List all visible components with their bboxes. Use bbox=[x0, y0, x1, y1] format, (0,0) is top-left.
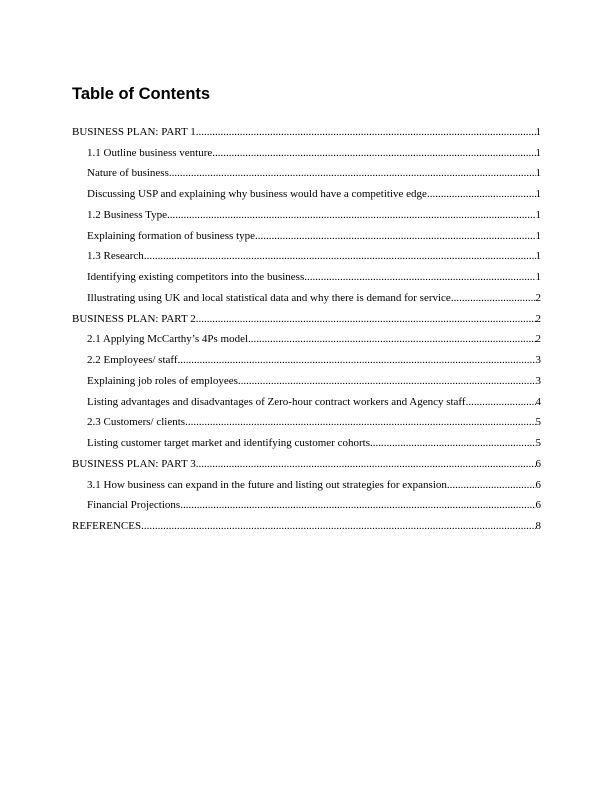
toc-entry-label: Illustrating using UK and local statistical data and why there is demand for service bbox=[87, 291, 451, 304]
toc-entry[interactable] bbox=[0, 511, 541, 532]
dot-leader bbox=[169, 167, 536, 179]
toc-entry-page-number: 1 bbox=[535, 125, 541, 138]
toc-entry[interactable] bbox=[0, 117, 541, 138]
toc-entry[interactable] bbox=[0, 159, 541, 180]
dot-leader bbox=[447, 479, 536, 491]
dot-leader bbox=[466, 396, 536, 408]
toc-entry-label: Listing customer target market and identifying customer cohorts bbox=[87, 437, 370, 449]
toc-entry-page-number: 3 bbox=[535, 374, 541, 387]
toc-entry-page-number: 1 bbox=[535, 271, 541, 283]
toc-entry-page-number: 1 bbox=[535, 208, 541, 221]
dot-leader bbox=[370, 437, 536, 449]
toc-entry-page-number: 2 bbox=[535, 312, 541, 325]
dot-leader bbox=[196, 313, 536, 325]
toc-entry-page-number: 1 bbox=[535, 188, 541, 200]
toc-entry-label: BUSINESS PLAN: PART 3 bbox=[72, 457, 196, 470]
dot-leader bbox=[178, 354, 536, 366]
toc-entry-label: 1.1 Outline business venture bbox=[87, 146, 213, 159]
toc-entry-label: Explaining job roles of employees bbox=[87, 374, 238, 387]
toc-entry-page-number: 2 bbox=[535, 291, 541, 304]
dot-leader bbox=[185, 416, 535, 428]
dot-leader bbox=[180, 499, 535, 511]
toc-entry[interactable] bbox=[0, 345, 541, 366]
toc-entry[interactable] bbox=[0, 491, 541, 512]
toc-entry-page-number: 1 bbox=[535, 167, 541, 180]
toc-entry-label: Listing advantages and disadvantages of Zero-hour contract workers and Agency staff bbox=[87, 395, 466, 408]
toc-entry-label: 3.1 How business can expand in the future and listing out strategies for expansion bbox=[87, 478, 447, 491]
dot-leader bbox=[427, 188, 536, 200]
toc-entry-label: 1.2 Business Type bbox=[87, 208, 168, 221]
toc-entry[interactable] bbox=[0, 179, 541, 200]
dot-leader bbox=[144, 250, 536, 262]
toc-entry[interactable] bbox=[0, 366, 541, 387]
dot-leader bbox=[196, 458, 536, 470]
toc-entry[interactable] bbox=[0, 387, 541, 408]
dot-leader bbox=[451, 292, 536, 304]
toc-entry-label: 2.1 Applying McCarthy’s 4Ps model bbox=[87, 333, 249, 346]
dot-leader bbox=[248, 333, 535, 345]
toc-entry-page-number: 6 bbox=[535, 499, 541, 512]
toc-entry-label: BUSINESS PLAN: PART 1 bbox=[72, 125, 196, 138]
toc-entry-page-number: 2 bbox=[535, 333, 541, 346]
dot-leader bbox=[255, 230, 535, 242]
toc-entry[interactable] bbox=[0, 283, 541, 304]
toc-entry[interactable] bbox=[0, 428, 541, 449]
toc-entry-label: Discussing USP and explaining why business would have a competitive edge bbox=[87, 188, 427, 200]
toc-entry[interactable] bbox=[0, 221, 541, 242]
toc-entry-label: Financial Projections bbox=[87, 499, 181, 512]
toc-entry[interactable] bbox=[0, 449, 541, 470]
toc-title: Table of Contents bbox=[72, 85, 211, 103]
toc-entry[interactable] bbox=[0, 138, 541, 159]
toc-entry-page-number: 6 bbox=[535, 457, 541, 470]
toc-entry-label: Identifying existing competitors into the business bbox=[87, 271, 305, 283]
dot-leader bbox=[141, 520, 535, 532]
toc-entry-page-number: 1 bbox=[535, 229, 541, 242]
toc-entry-page-number: 5 bbox=[535, 437, 541, 449]
toc-entry-page-number: 1 bbox=[535, 250, 541, 263]
toc-entry-label: Explaining formation of business type bbox=[87, 229, 256, 242]
toc-entry-page-number: 5 bbox=[535, 416, 541, 429]
toc-entry[interactable] bbox=[0, 242, 541, 263]
dot-leader bbox=[196, 126, 536, 138]
toc-list bbox=[0, 117, 612, 532]
toc-entry[interactable] bbox=[0, 262, 541, 283]
toc-entry-label: 1.3 Research bbox=[87, 250, 144, 263]
toc-entry[interactable] bbox=[0, 200, 541, 221]
toc-entry-page-number: 4 bbox=[535, 395, 541, 408]
toc-entry-page-number: 6 bbox=[535, 478, 541, 491]
toc-entry[interactable] bbox=[0, 304, 541, 325]
dot-leader bbox=[304, 271, 535, 283]
toc-entry-page-number: 1 bbox=[535, 146, 541, 159]
toc-entry-label: REFERENCES bbox=[72, 520, 142, 532]
toc-entry-label: 2.2 Employees/ staff bbox=[87, 354, 178, 366]
toc-entry-page-number: 3 bbox=[535, 354, 541, 366]
dot-leader bbox=[238, 375, 536, 387]
toc-entry[interactable] bbox=[0, 408, 541, 429]
dot-leader bbox=[167, 209, 535, 221]
dot-leader bbox=[212, 147, 535, 159]
toc-entry-label: 2.3 Customers/ clients bbox=[87, 416, 186, 429]
toc-entry-label: Nature of business bbox=[87, 167, 169, 180]
toc-entry-label: BUSINESS PLAN: PART 2 bbox=[72, 312, 196, 325]
toc-entry[interactable] bbox=[0, 325, 541, 346]
toc-entry-page-number: 8 bbox=[535, 520, 541, 532]
toc-entry[interactable] bbox=[0, 470, 541, 491]
